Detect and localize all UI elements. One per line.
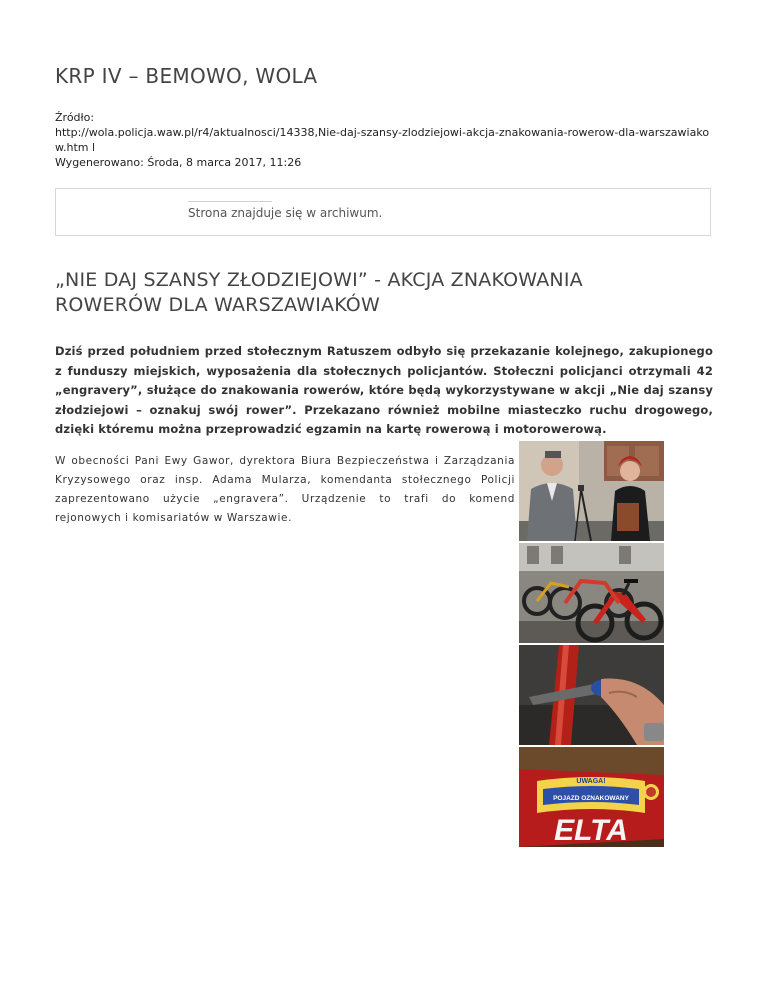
sticker-marked-vehicle-text: POJAZD OZNAKOWANY: [553, 795, 629, 802]
source-info: [55, 110, 715, 170]
photo-marked-bike-sticker[interactable]: [519, 747, 664, 847]
archive-divider: [188, 201, 272, 202]
photo-bicycles[interactable]: [519, 543, 664, 643]
photo-engraver[interactable]: [519, 645, 664, 745]
sticker-warning-text: UWAGA!: [576, 778, 606, 785]
archive-notice-box: [55, 188, 711, 236]
article-body: W obecności Pani Ewy Gawor, dyrektora Biura Bezpieczeństwa i Zarządzania Kryzysowego oraz insp. Adama Mularza, komendanta stołecznego Policji zaprezentowano użycie „engravera”. Urządzenie to trafi do komend rejonowych i komisariatów w Warszawie.: [55, 455, 515, 524]
source-label: Źródło:: [55, 111, 95, 124]
site-title: KRP IV – BEMOWO, WOLA: [55, 64, 318, 88]
photo-officials-speech[interactable]: [519, 441, 664, 541]
archive-notice: Strona znajduje się w archiwum.: [188, 206, 383, 220]
source-url[interactable]: http://wola.policja.waw.pl/r4/aktualnosci/14338,Nie-daj-szansy-zlodziejowi-akcja-znakowania-rowerow-dla-warszawiakow.htm l: [55, 126, 710, 154]
article-lead: Dziś przed południem przed stołecznym Ratuszem odbyło się przekazanie kolejnego, zakupionego z funduszy miejskich, wyposażenia dla stołecznych policjantów. Stołeczni policjanci otrzymali 42 „engravery”, służące do znakowania rowerów, które będą wykorzystywane w akcji „Nie daj szansy złodziejowi – oznakuj swój rower”. Przekazano również mobilne miasteczko ruchu drogowego, dzięki któremu można przeprowadzić egzamin na kartę rowerową i motorowerową.: [55, 344, 713, 436]
article-title: „NIE DAJ SZANSY ZŁODZIEJOWI” - AKCJA ZNAKOWANIA ROWERÓW DLA WARSZAWIAKÓW: [55, 269, 583, 316]
frame-lettering: ELTA: [554, 814, 628, 847]
generated-date: Wygenerowano: Środa, 8 marca 2017, 11:26: [55, 156, 302, 169]
